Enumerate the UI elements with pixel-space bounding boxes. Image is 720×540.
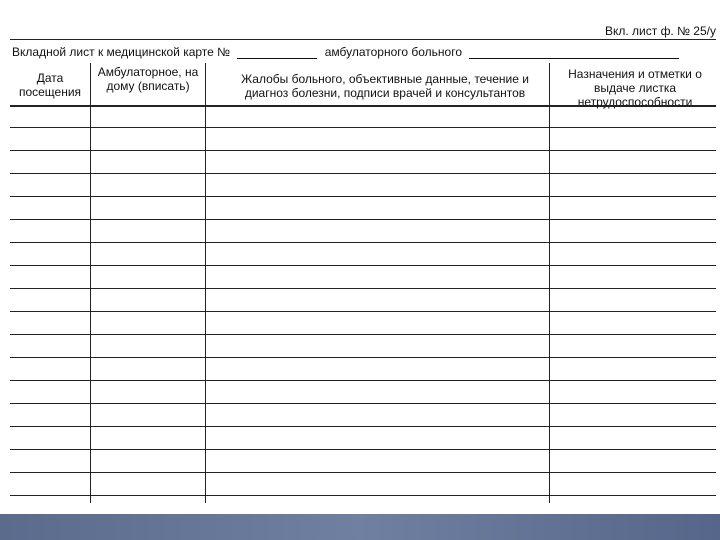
column-header-prescriptions: Назначения и отметки о выдаче листка нетрудоспособности (568, 67, 702, 109)
column-divider (90, 63, 91, 503)
visits-table (10, 63, 716, 503)
table-row-rule (10, 334, 716, 335)
table-row-rule (10, 403, 716, 404)
table-row-rule (10, 449, 716, 450)
top-rule (10, 39, 716, 40)
table-row-rule (10, 242, 716, 243)
patient-name-blank (469, 47, 679, 59)
table-row-rule (10, 380, 716, 381)
table-row-rule (10, 265, 716, 266)
table-row-rule (10, 426, 716, 427)
table-row-rule (10, 311, 716, 312)
table-row-rule (10, 472, 716, 473)
table-row-rule (10, 196, 716, 197)
column-header-date: Дата посещения (18, 71, 82, 99)
table-row-rule (10, 288, 716, 289)
table-row-rule (10, 127, 716, 128)
table-row-rule (10, 173, 716, 174)
column-header-visit-type: Амбулаторное, на дому (вписать) (97, 65, 199, 93)
table-row-rule (10, 357, 716, 358)
bottom-frame-band (0, 514, 720, 540)
column-header-complaints: Жалобы больного, объективные данные, течение и диагноз болезни, подписи врачей и консультантов (241, 72, 529, 100)
form-title-line (12, 45, 714, 59)
header-bottom-rule (10, 105, 716, 107)
form-number: Вкл. лист ф. № 25/у (604, 24, 716, 38)
table-row-rule (10, 219, 716, 220)
form-title-part1: Вкладной лист к медицинской карте № (12, 45, 231, 59)
form-title-part2: амбулаторного больного (324, 45, 463, 59)
card-number-blank (237, 47, 317, 59)
table-row-rule (10, 495, 716, 496)
column-divider (549, 63, 550, 503)
table-row-rule (10, 150, 716, 151)
column-divider (205, 63, 206, 503)
